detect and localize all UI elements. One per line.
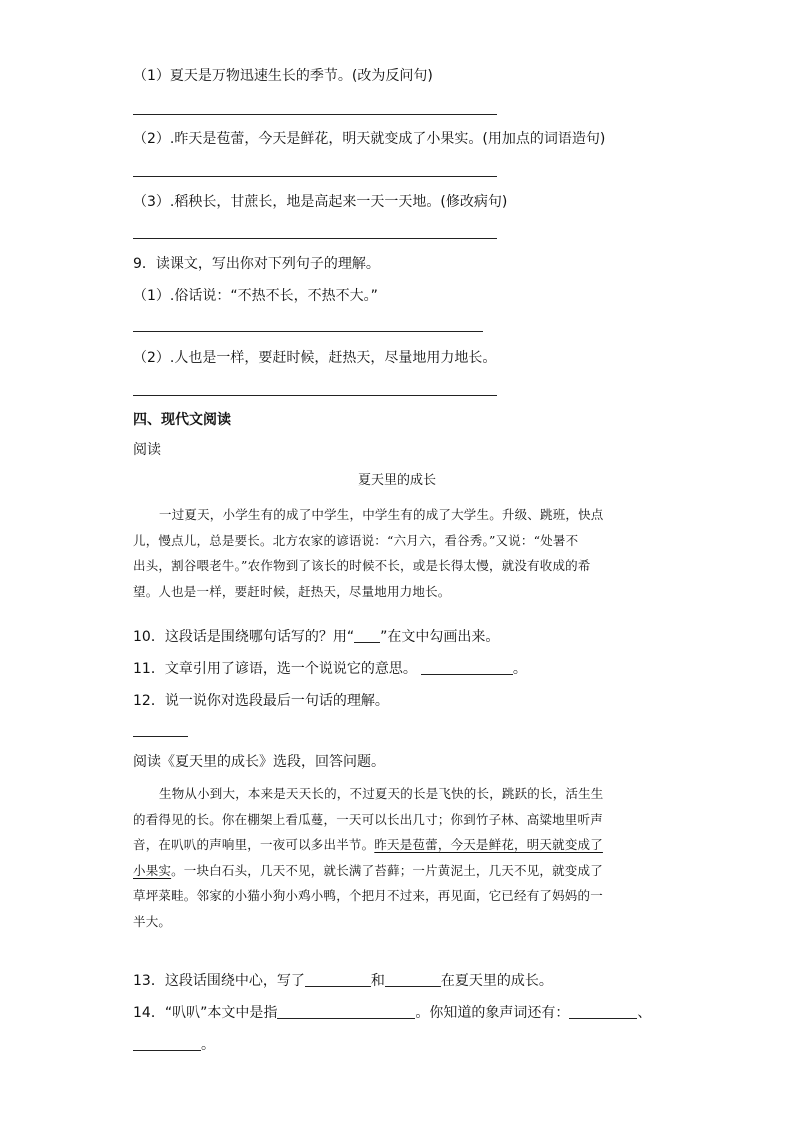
q12: 12．说一说你对选段最后一句话的理解。 <box>133 693 389 709</box>
passage-2-line-3 <box>133 832 653 858</box>
passage-1-line-4: 望。人也是一样，要赶时候，赶热天，尽量地用力地长。 <box>133 583 451 599</box>
q13-text-a: 13．这段话围绕中心，写了 <box>133 973 305 989</box>
q14-blank-1[interactable] <box>277 1004 415 1019</box>
answer-line-q8-1[interactable] <box>133 114 497 115</box>
passage-2-line-4-text: 。一块白石头，几天不见，就长满了苔藓；一片黄泥土，几天不见，就变成了 <box>171 862 603 878</box>
q14-text-d: 。 <box>201 1037 215 1053</box>
q9-part2: （2）.人也是一样，要赶时候，赶热天，尽量地用力地长。 <box>133 350 497 366</box>
q10-suffix: ”在文中勾画出来。 <box>380 629 500 645</box>
q14-blank-3[interactable] <box>133 1036 201 1051</box>
q8-part3: （3）.稻秧长，甘蔗长，地是高起来一天一天地。(修改病句) <box>133 194 508 210</box>
passage-2-line-6: 半大。 <box>133 913 172 929</box>
answer-line-q12[interactable] <box>133 736 188 737</box>
q9-prompt: 9．读课文，写出你对下列句子的理解。 <box>133 256 380 272</box>
q14-blank-2[interactable] <box>569 1004 637 1019</box>
passage-title: 夏天里的成长 <box>357 473 436 488</box>
answer-line-q8-2[interactable] <box>133 176 497 177</box>
passage-1 <box>133 502 653 604</box>
q8-part1: （1）夏天是万物迅速生长的季节。(改为反问句) <box>133 68 433 84</box>
passage-1-line-2: 儿，慢点儿，总是要长。北方农家的谚语说：“六月六，看谷秀。”又说：“处暑不 <box>133 532 579 548</box>
q10 <box>133 627 499 647</box>
q13-blank-1[interactable] <box>305 972 371 987</box>
passage-1-line-3: 出头，割谷喂老牛。”农作物到了该长的时候不长，或是长得太慢，就没有收成的希 <box>133 558 591 573</box>
section-heading: 四、现代文阅读 <box>133 412 231 428</box>
q14 <box>133 1003 651 1023</box>
q13 <box>133 971 553 991</box>
q8-part2: （2）.昨天是苞蕾，今天是鲜花，明天就变成了小果实。(用加点的词语造句) <box>133 131 606 147</box>
answer-line-q8-3[interactable] <box>133 238 497 239</box>
passage-2-underlined-end: 小果实 <box>133 862 172 878</box>
q11-answer-blank[interactable] <box>421 660 513 675</box>
q13-text-c: 在夏天里的成长。 <box>440 973 553 989</box>
q14-text-c: 、 <box>637 1005 652 1021</box>
q11-prefix: 11．文章引用了谚语，选一个说说它的意思。 <box>133 661 417 677</box>
q14-text-b: 。你知道的象声词还有： <box>415 1005 570 1021</box>
q13-text-b: 和 <box>370 973 385 989</box>
passage-2-line-3-text: 音，在叭叭的声响里，一夜可以多出半节。 <box>133 837 375 852</box>
q11-suffix: 。 <box>512 661 527 677</box>
answer-line-q9-1[interactable] <box>133 331 483 332</box>
passage-2-intro: 阅读《夏天里的成长》选段，回答问题。 <box>133 754 385 770</box>
q10-underline-mark <box>354 628 380 643</box>
q13-blank-2[interactable] <box>385 972 441 987</box>
answer-line-q9-2[interactable] <box>133 395 497 396</box>
q14-text-a: 14．“叭叭”本文中是指 <box>133 1005 278 1021</box>
q10-prefix: 10．这段话是围绕哪句话写的？用“ <box>133 629 355 645</box>
q14-continued <box>133 1035 215 1055</box>
q11 <box>133 659 527 679</box>
passage-2-line-5: 草坪菜畦。邻家的小猫小狗小鸡小鸭，个把月不过来，再见面，它已经有了妈妈的一 <box>133 888 603 903</box>
passage-1-line-1: 一过夏天，小学生有的成了中学生，中学生有的成了大学生。升级、跳班，快点 <box>159 507 604 522</box>
passage-2-line-1: 生物从小到大，本来是天天长的，不过夏天的长是飞快的长，跳跃的长，活生生 <box>159 786 604 801</box>
read-label: 阅读 <box>133 442 161 458</box>
passage-2-line-4 <box>133 858 653 884</box>
passage-2-underlined-sentence: 昨天是苞蕾，今天是鲜花，明天就变成了 <box>374 837 603 852</box>
passage-2-line-2: 的看得见的长。你在棚架上看瓜蔓，一天可以长出几寸；你到竹子林、高粱地里听声 <box>133 811 603 827</box>
q9-part1: （1）.俗话说：“不热不长，不热不大。” <box>133 288 378 304</box>
passage-2 <box>133 781 653 934</box>
